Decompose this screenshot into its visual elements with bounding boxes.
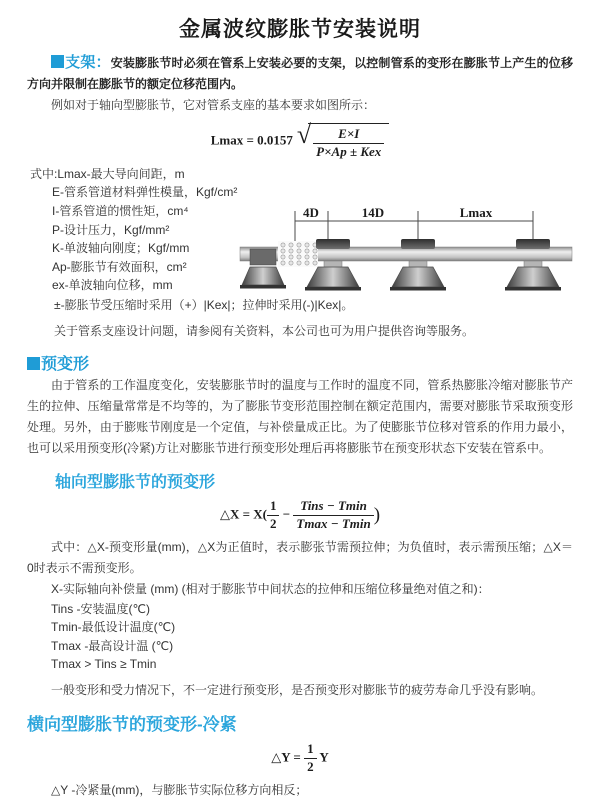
half-denominator: 2	[269, 515, 277, 531]
half-numerator: 1	[267, 499, 280, 516]
page-title: 金属波纹膨胀节安装说明	[179, 18, 421, 41]
support-section-heading: 支架：	[65, 54, 111, 71]
axial-formula-prefix: △X = X(	[219, 506, 267, 522]
close-paren: )	[373, 504, 381, 526]
plus-minus-note: ±-膨胀节受压缩时采用（+）|Kex|；拉伸时采用(-)|Kex|。	[54, 298, 354, 313]
section-marker-icon	[51, 55, 64, 68]
temp-item: Tmax -最高设计温 (℃)	[51, 638, 174, 653]
variable-item: I-管系管道的惯性矩，cm⁴	[52, 204, 189, 219]
dimension-label-14d: 14D	[361, 205, 385, 220]
temp-item: Tmax > Tins ≥ Tmin	[51, 657, 157, 672]
dimension-label-lmax: Lmax	[459, 205, 493, 220]
lmax-formula-numerator: E×I	[313, 127, 384, 144]
lateral-note: △Y -冷紧量(mm)，与膨胀节实际位移方向相反；	[51, 782, 308, 797]
variable-item: Ap-膨胀节有效面积，cm²	[52, 259, 187, 274]
predeform-heading-line	[27, 354, 573, 375]
lateral-subheading: 横向型膨胀节的预变形-冷紧	[27, 714, 237, 734]
variable-item: K-单波轴向刚度；Kgf/mm	[52, 241, 190, 256]
support-intro-text: 安装膨胀节时必须在管系上安装必要的支架，以控制管系的变形在膨胀节上产生的位移方向并限制在膨胀节的额定位移范围内。	[27, 56, 573, 91]
variable-item: P-设计压力，Kgf/mm²	[52, 222, 170, 237]
dimension-label-4d: 4D	[303, 205, 319, 220]
section-marker-icon	[27, 357, 40, 370]
axial-note: 一般变形和受力情况下，不一定进行预变形，是否预变形对膨胀节的疲劳寿命几乎没有影响。	[51, 682, 544, 697]
minus-operator: −	[282, 506, 291, 522]
axial-formula-denominator: Tmax − Tmin	[296, 515, 371, 531]
axial-formula-numerator: Tins − Tmin	[293, 499, 373, 516]
x-definition: X-实际轴向补偿量 (mm) (相对于膨胀节中间状态的拉伸和压缩位移量绝对值之和)：	[51, 581, 490, 596]
lmax-formula	[27, 120, 573, 160]
lateral-formula	[27, 742, 573, 775]
temp-item: Tins -安装温度(℃)	[51, 601, 151, 616]
axial-subheading: 轴向型膨胀节的预变形	[55, 474, 216, 492]
lmax-formula-denominator: P×Ap ± Kex	[316, 143, 382, 159]
half-denominator: 2	[307, 758, 314, 774]
half-numerator: 1	[304, 742, 317, 759]
guide-support	[505, 239, 561, 291]
bellows	[278, 241, 318, 267]
lateral-formula-prefix: △Y =	[271, 749, 301, 765]
sqrt-symbol: √	[296, 120, 312, 149]
axial-explain: 式中：△X-预变形量(mm)，△X为正值时，表示膨张节需预拉伸；为负值时，表示需预压缩；△X＝0时表示不需预变形。	[27, 539, 573, 575]
consult-note: 关于管系支座设计问题，请参阅有关资料，本公司也可为用户提供咨询等服务。	[54, 324, 475, 339]
variable-item: ex-单波轴向位移，mm	[52, 278, 173, 293]
support-example-line: 例如对于轴向型膨胀节，它对管系支座的基本要求如图所示：	[51, 98, 376, 112]
radical-sign	[296, 120, 389, 160]
lateral-formula-suffix: Y	[319, 749, 329, 765]
variable-item: E-管系管道材料弹性模量，Kgf/cm²	[52, 185, 238, 200]
lmax-formula-lhs: Lmax = 0.0157	[210, 132, 293, 148]
variable-item: 式中:Lmax-最大导向间距，m	[30, 166, 185, 181]
pipe-diagram-svg	[238, 203, 596, 303]
predeform-paragraph: 由于管系的工作温度变化，安装膨胀节时的温度与工作时的温度不同，管系热膨胀冷缩对膨胀节产生的拉伸、压缩量常常是不均等的，为了膨胀节变形范围控制在额定范围内，需要对膨胀节采取预变形处理。另外，由于膨账节刚度是一个定值，与补偿量成正比。为了使膨胀节位移对管系的作用力最小，也可以采用预变形(冷紧)方让对膨胀节进行预变形处理后再将膨胀节在预变形状态下安装在管系中。	[27, 378, 573, 456]
axial-formula	[27, 499, 573, 532]
temperature-definition-list	[27, 600, 573, 674]
predeform-section-heading: 预变形	[41, 356, 90, 374]
temp-item: Tmin-最低设计温度(℃)	[51, 620, 176, 635]
guide-support	[390, 239, 446, 291]
document-page	[0, 13, 600, 801]
support-intro-paragraph	[27, 52, 573, 95]
support-spacing-diagram	[238, 203, 596, 303]
